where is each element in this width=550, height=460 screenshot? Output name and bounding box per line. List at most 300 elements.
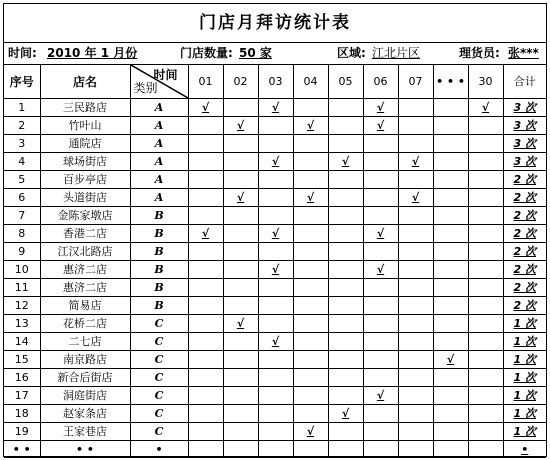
day-cell [223,333,258,351]
day-cell [328,135,363,153]
table-row [4,207,546,225]
day-cell [258,279,293,297]
header-day: 07 [398,65,433,99]
day-cell [468,261,503,279]
day-cell [188,423,223,441]
row-store-name: 简易店 [40,297,130,315]
day-cell [433,261,468,279]
day-cell [223,135,258,153]
store-count-field [180,43,272,64]
day-cell [398,225,433,243]
row-total: 1 次 [503,351,546,369]
day-cell [398,297,433,315]
day-cell [398,189,433,207]
day-cell [258,423,293,441]
check-mark: √ [271,101,280,114]
day-cell [258,135,293,153]
day-cell [223,279,258,297]
day-cell [398,423,433,441]
day-cell [223,189,258,207]
check-mark: √ [376,263,385,276]
day-cell [293,153,328,171]
row-store-name: 球场街店 [40,153,130,171]
header-day: 06 [363,65,398,99]
day-cell [328,153,363,171]
check-mark: √ [306,119,315,132]
row-total: 2 次 [503,171,546,189]
day-cell [258,99,293,117]
day-cell [258,207,293,225]
row-store-name: 赵家条店 [40,405,130,423]
day-cell [223,117,258,135]
table-row [4,333,546,351]
day-cell [468,405,503,423]
row-category: A [130,99,188,117]
row-store-name: 江汉北路店 [40,243,130,261]
day-cell [293,189,328,207]
row-category: C [130,405,188,423]
day-cell [363,207,398,225]
header-day: 04 [293,65,328,99]
row-category: A [130,189,188,207]
row-category: C [130,423,188,441]
day-cell [223,225,258,243]
day-cell [398,135,433,153]
day-cell [468,279,503,297]
row-seq: 15 [4,351,40,369]
manager-label: 理货员: [459,46,500,60]
day-cell [328,315,363,333]
check-mark: √ [411,155,420,168]
day-cell [188,171,223,189]
day-cell [188,225,223,243]
day-cell [293,207,328,225]
row-total: 3 次 [503,99,546,117]
day-cell [328,189,363,207]
row-category: A [130,117,188,135]
day-cell [363,279,398,297]
row-store-name: 惠济二店 [40,261,130,279]
region-field [337,43,420,64]
row-total: 1 次 [503,387,546,405]
row-seq: 19 [4,423,40,441]
row-seq: 16 [4,369,40,387]
day-cell [223,423,258,441]
day-cell [363,441,398,458]
header-category: 类别 [133,81,158,95]
day-cell [328,225,363,243]
day-cell [258,441,293,458]
day-cell [433,351,468,369]
day-cell [468,333,503,351]
day-cell [188,351,223,369]
day-cell [468,135,503,153]
row-total: 2 次 [503,297,546,315]
check-mark: √ [306,191,315,204]
table-row [4,351,546,369]
day-cell [293,225,328,243]
day-cell [328,243,363,261]
table-row [4,261,546,279]
header-total: 合计 [503,65,546,99]
row-category: C [130,351,188,369]
day-cell [328,333,363,351]
check-mark: √ [341,155,350,168]
row-category: A [130,153,188,171]
info-bar [4,43,546,65]
row-seq: 7 [4,207,40,225]
day-cell [398,207,433,225]
row-seq: 18 [4,405,40,423]
check-mark: √ [411,191,420,204]
day-cell [398,243,433,261]
row-category: A [130,135,188,153]
row-seq: 10 [4,261,40,279]
day-cell [328,369,363,387]
day-cell [293,441,328,458]
time-value: 2010 年 1 月份 [47,46,138,60]
table-row [4,279,546,297]
day-cell [258,315,293,333]
day-cell [433,315,468,333]
day-cell [293,315,328,333]
day-cell [363,423,398,441]
row-store-name: 洞庭街店 [40,387,130,405]
day-cell [293,261,328,279]
day-cell [223,99,258,117]
day-cell [223,405,258,423]
day-cell [398,117,433,135]
row-total: 1 次 [503,405,546,423]
row-total: 3 次 [503,153,546,171]
day-cell [433,99,468,117]
day-cell [293,279,328,297]
day-cell [188,153,223,171]
store-count-label: 门店数量: [180,46,233,60]
day-cell [468,99,503,117]
day-cell [293,351,328,369]
row-category: B [130,243,188,261]
table-body [4,99,546,458]
row-store-name: 三民路店 [40,99,130,117]
table-row [4,99,546,117]
day-cell [258,243,293,261]
day-cell [328,279,363,297]
check-mark: √ [306,425,315,438]
day-cell [433,423,468,441]
day-cell [433,171,468,189]
day-cell [363,297,398,315]
row-total: 1 次 [503,315,546,333]
header-time: 时间 [153,68,178,82]
day-cell [293,405,328,423]
day-cell [258,387,293,405]
day-cell [433,405,468,423]
check-mark: √ [376,119,385,132]
day-cell [188,297,223,315]
day-cell [433,207,468,225]
header-day: 05 [328,65,363,99]
header-day: 03 [258,65,293,99]
day-cell [363,369,398,387]
day-cell [188,369,223,387]
day-cell [363,117,398,135]
day-cell [433,441,468,458]
visit-table [4,65,546,458]
day-cell [398,315,433,333]
table-row [4,171,546,189]
row-seq: 8 [4,225,40,243]
day-cell [328,261,363,279]
day-cell [468,387,503,405]
row-store-name: 花桥二店 [40,315,130,333]
day-cell [433,135,468,153]
day-cell [293,387,328,405]
row-category: B [130,261,188,279]
check-mark: √ [271,263,280,276]
row-category: C [130,387,188,405]
day-cell [293,117,328,135]
day-cell [258,225,293,243]
row-store-name: 竹叶山 [40,117,130,135]
row-store-name: 新合后街店 [40,369,130,387]
day-cell [468,207,503,225]
day-cell [293,333,328,351]
day-cell [468,189,503,207]
day-cell [258,351,293,369]
row-total: 1 次 [503,333,546,351]
row-total: 3 次 [503,135,546,153]
row-total: 2 次 [503,279,546,297]
day-cell [188,387,223,405]
check-mark: √ [236,119,245,132]
table-row [4,315,546,333]
day-cell [258,189,293,207]
ellipsis-category: • [130,441,188,458]
day-cell [188,207,223,225]
row-total: 1 次 [503,423,546,441]
visit-statistics-sheet [3,3,547,457]
ellipsis-row [4,441,546,458]
row-store-name: 惠济二店 [40,279,130,297]
header-seq: 序号 [4,65,40,99]
row-category: C [130,333,188,351]
day-cell [398,153,433,171]
day-cell [363,225,398,243]
day-cell [433,153,468,171]
row-seq: 3 [4,135,40,153]
day-cell [293,423,328,441]
row-category: C [130,369,188,387]
row-category: B [130,279,188,297]
day-cell [433,189,468,207]
day-cell [223,207,258,225]
day-cell [363,243,398,261]
check-mark: √ [271,227,280,240]
header-time-category [130,65,188,99]
ellipsis-name: • • [40,441,130,458]
day-cell [258,153,293,171]
day-cell [293,99,328,117]
day-cell [433,117,468,135]
day-cell [433,225,468,243]
manager-value: 张*** [508,46,539,60]
day-cell [223,441,258,458]
day-cell [468,351,503,369]
day-cell [363,99,398,117]
row-store-name: 百步亭店 [40,171,130,189]
day-cell [223,369,258,387]
row-store-name: 香港二店 [40,225,130,243]
sheet-title: 门店月拜访统计表 [4,4,546,43]
day-cell [223,261,258,279]
check-mark: √ [376,227,385,240]
check-mark: √ [376,389,385,402]
row-total: 1 次 [503,369,546,387]
day-cell [363,387,398,405]
day-cell [188,441,223,458]
row-category: B [130,297,188,315]
day-cell [258,369,293,387]
header-day: 01 [188,65,223,99]
day-cell [433,243,468,261]
day-cell [468,315,503,333]
row-total: 2 次 [503,189,546,207]
day-cell [188,333,223,351]
day-cell [433,333,468,351]
day-cell [363,261,398,279]
day-cell [468,153,503,171]
day-cell [223,171,258,189]
row-seq: 14 [4,333,40,351]
day-cell [188,405,223,423]
day-cell [468,117,503,135]
check-mark: √ [201,101,210,114]
row-store-name: 南京路店 [40,351,130,369]
table-row [4,243,546,261]
day-cell [363,135,398,153]
ellipsis-seq: • • [4,441,40,458]
day-cell [188,117,223,135]
day-cell [293,297,328,315]
day-cell [328,387,363,405]
day-cell [433,369,468,387]
row-store-name: 通院店 [40,135,130,153]
day-cell [223,297,258,315]
day-cell [328,207,363,225]
row-seq: 11 [4,279,40,297]
day-cell [398,333,433,351]
table-row [4,117,546,135]
row-seq: 13 [4,315,40,333]
day-cell [468,369,503,387]
day-cell [188,279,223,297]
header-name: 店名 [40,65,130,99]
row-seq: 1 [4,99,40,117]
day-cell [223,351,258,369]
table-row [4,135,546,153]
day-cell [433,387,468,405]
day-cell [328,405,363,423]
table-row [4,423,546,441]
day-cell [363,405,398,423]
row-seq: 5 [4,171,40,189]
day-cell [433,279,468,297]
day-cell [188,189,223,207]
row-category: B [130,225,188,243]
day-cell [223,243,258,261]
day-cell [398,441,433,458]
time-label: 时间: [8,46,37,60]
check-mark: √ [446,353,455,366]
row-category: C [130,315,188,333]
day-cell [468,171,503,189]
day-cell [188,99,223,117]
time-field [8,43,137,64]
day-cell [328,297,363,315]
day-cell [293,369,328,387]
day-cell [188,243,223,261]
table-row [4,153,546,171]
day-cell [258,405,293,423]
day-cell [258,117,293,135]
row-total: 3 次 [503,117,546,135]
region-value: 江北片区 [372,46,421,60]
day-cell [468,423,503,441]
day-cell [188,315,223,333]
day-cell [363,189,398,207]
day-cell [398,279,433,297]
table-row [4,387,546,405]
region-label: 区域: [337,46,366,60]
day-cell [398,261,433,279]
day-cell [328,171,363,189]
row-seq: 2 [4,117,40,135]
day-cell [398,351,433,369]
day-cell [328,351,363,369]
day-cell [293,171,328,189]
header-day: 30 [468,65,503,99]
store-count-value: 50 家 [239,46,272,60]
day-cell [433,297,468,315]
table-row [4,225,546,243]
day-cell [293,135,328,153]
day-cell [363,153,398,171]
table-row [4,369,546,387]
day-cell [258,297,293,315]
row-store-name: 头道街店 [40,189,130,207]
ellipsis-total: • [503,441,546,458]
day-cell [363,333,398,351]
day-cell [328,441,363,458]
day-cell [363,171,398,189]
day-cell [223,153,258,171]
check-mark: √ [201,227,210,240]
table-row [4,297,546,315]
row-seq: 6 [4,189,40,207]
row-seq: 4 [4,153,40,171]
row-seq: 17 [4,387,40,405]
day-cell [328,117,363,135]
day-cell [188,261,223,279]
day-cell [258,171,293,189]
day-cell [293,243,328,261]
header-day: • • • [433,65,468,99]
check-mark: √ [376,101,385,114]
check-mark: √ [271,155,280,168]
day-cell [363,315,398,333]
day-cell [398,99,433,117]
